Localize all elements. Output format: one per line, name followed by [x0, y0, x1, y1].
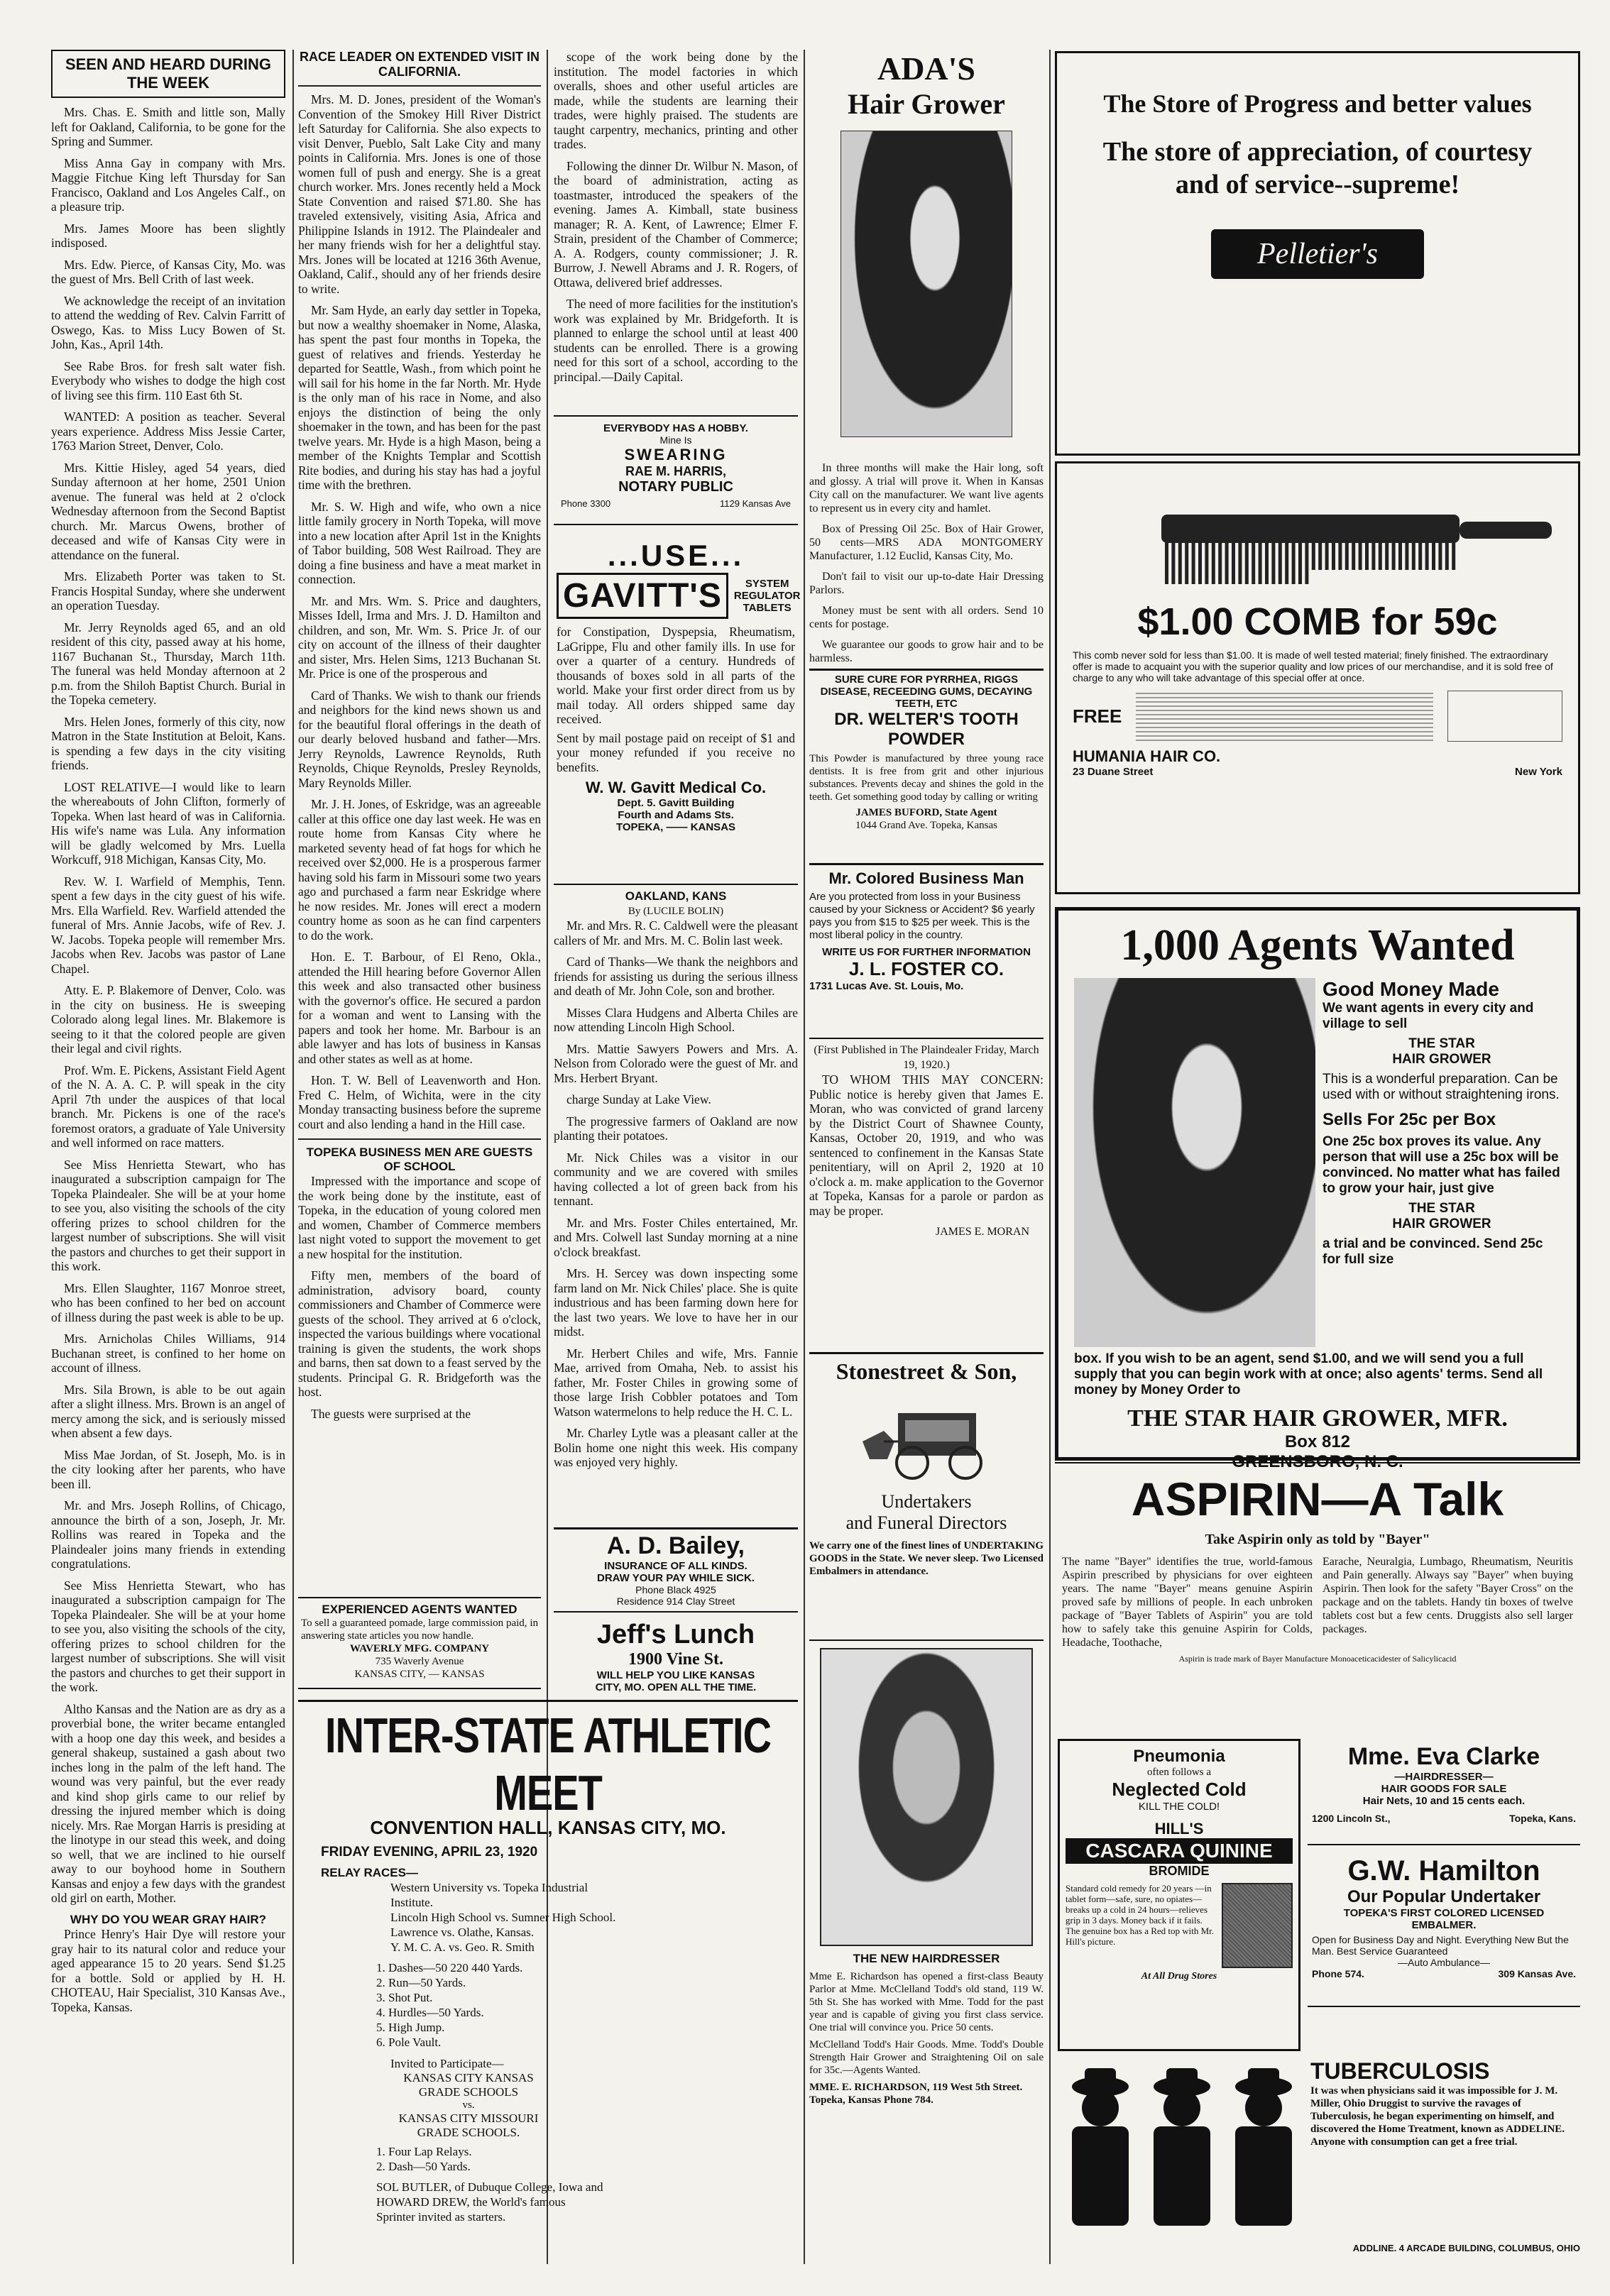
hairdresser-text-2: McClelland Todd's Hair Goods. Mme. Todd's Double Strength Hair Grower and Straightening Oil on sale for 35c.—Agents Wanted.: [809, 2039, 1044, 2076]
ham-l3: —Auto Ambulance—: [1398, 1957, 1490, 1968]
news-item: Mrs. Elizabeth Porter was taken to St. Francis Hospital Sunday, where she underwent an operation Tuesday.: [51, 569, 285, 613]
gavitt-ad: [554, 536, 801, 869]
colored-business-man-ad: [809, 863, 1044, 1033]
notary-name: RAE M. HARRIS,: [625, 464, 726, 478]
news-item: Mrs. M. D. Jones, president of the Woman's Convention of the Smokey Hill River District left Saturday for California. She also expects to visit Denver, Pueblo, Salt Lake City and many points in California. Mrs. Jones is one of those women full of push and energy. She is a great church worker. Mrs. Jones recently held a Mock State Convention and raised $71.80. She has traveled extensively, visiting Asia, Africa and Philippine Islands in 1912. The Plaindealer and her many friends wish for her a delightful stay. Mrs. Jones will be located at 1216 36th Avenue, Oakland, Calif., should any of her friends desire to write.: [298, 92, 541, 296]
store-line-1: The Store of Progress and better values: [1103, 89, 1532, 118]
meet-venue: CONVENTION HALL, KANSAS CITY, MO.: [370, 1817, 726, 1838]
stone-title: Stonestreet & Son,: [836, 1358, 1017, 1384]
news-item: Mrs. Mattie Sawyers Powers and Mrs. A. Nelson from Colorado were the guest of Mr. and Mrs. Herbert Bryant.: [554, 1041, 798, 1085]
meet-schools-1: KANSAS CITY KANSAS GRADE SCHOOLS: [403, 2071, 534, 2099]
ada-subtitle: Hair Grower: [848, 88, 1005, 120]
news-item: Atty. E. P. Blakemore of Denver, Colo. was in the city on business. He is sweeping Colorado along legal lines. Mr. Blakemore is seeing to it that the colored people are given their legal and civil rights.: [51, 983, 285, 1055]
agents-ad-company: WAVERLY MFG. COMPANY: [349, 1643, 490, 1654]
news-item: Card of Thanks. We wish to thank our friends and neighbors for the kind news shown us and for the beautiful floral offerings in the death of our dearly beloved husband and father—Mrs. Jerry Reynolds, Lawrence Reynolds, Ruth Reynolds, Chique Reynolds, Presley Reynolds, Mary Reynolds Miller.: [298, 688, 541, 790]
news-item: See Miss Henrietta Stewart, who has inaugurated a subscription campaign for The Topeka Plaindealer. She will be at your home to see you, also visiting the schools of the city offering prizes to school children for the largest number of subscriptions. She will visit the pastors and churches to get their support in this work.: [51, 1157, 285, 1273]
eva-l1: —HAIRDRESSER—: [1394, 1771, 1494, 1783]
oakland-articles: [554, 918, 798, 1470]
gavitt-addr: Fourth and Adams Sts.: [618, 809, 734, 821]
news-item: Mrs. Ellen Slaughter, 1167 Monroe street, who has been confined to her bed on account of illness during the past week is able to be up.: [51, 1280, 285, 1324]
event-item: 2. Run—50 Yards.: [376, 1976, 466, 1989]
welter-text: This Powder is manufactured by three young race dentists. It is free from grit and other injurious substances. Prevents decay and shines the gold in the teeth. Get something good today by calling or writing: [809, 753, 1044, 803]
aspirin-title: ASPIRIN—A Talk: [1131, 1473, 1504, 1525]
news-item: Mr. J. H. Jones, of Eskridge, was an agreeable caller at this office one day last week. He was en route home from Kansas City where he marketed seventy head of fat hogs for which he received over $2,000. He is a prosperous farmer having sold his farm in Missouri some two years ago and purchased a farm near Eskridge where he now resides. Mr. Jones will erect a modern country home as soon as he can find carpenters to do the work.: [298, 797, 541, 943]
notary-hobby: EVERYBODY HAS A HOBBY.: [603, 422, 748, 434]
eva-l2: HAIR GOODS FOR SALE: [1381, 1783, 1507, 1795]
ada-text-block: [809, 461, 1044, 667]
comb-coupon-image: [1136, 691, 1433, 741]
ham-addr: 309 Kansas Ave.: [1498, 1968, 1576, 1979]
oakland-heading: OAKLAND, KANS: [625, 889, 727, 903]
agents-ad-text: To sell a guaranteed pomade, large commission paid, in answering state articles you now handle.: [301, 1617, 538, 1642]
news-item: See Miss Henrietta Stewart, who has inaugurated a subscription campaign for The Topeka Plaindealer. She will be at your home to see you, also visiting the schools of the city, offering prizes to school children for the largest number of subscriptions. She will visit the pastors and churches to get their support in the work.: [51, 1578, 285, 1694]
notary-phone: Phone 3300: [561, 498, 611, 509]
ham-sub: Our Popular Undertaker: [1347, 1887, 1541, 1906]
news-item: We acknowledge the receipt of an invitation to attend the wedding of Rev. Calvin Farritt of Oswego, Kas. to Miss Lucy Bowen of St. John, Kas., April 14th.: [51, 293, 285, 351]
race-leader-heading: RACE LEADER ON EXTENDED VISIT IN CALIFORNIA.: [299, 50, 540, 79]
event-item: 4. Hurdles—50 Yards.: [376, 2006, 484, 2019]
bailey-l2: DRAW YOUR PAY WHILE SICK.: [597, 1572, 755, 1584]
gavitt-text2: Sent by mail postage paid on receipt of $1 and your money refunded if you receive no benefits.: [557, 730, 795, 774]
tb-title: TUBERCULOSIS: [1310, 2058, 1490, 2084]
column-rule: [804, 50, 805, 2264]
pneu-l1: Pneumonia: [1133, 1747, 1225, 1766]
colored-title: Mr. Colored Business Man: [828, 869, 1024, 887]
news-item: The need of more facilities for the institution's work was explained by Mr. Bridgeforth. It is planned to enlarge the school until at least 400 students can be enrolled. There is a growing need for this sort of a school, according to the principal.—Daily Capital.: [554, 297, 798, 384]
news-item: Hon. E. T. Barbour, of El Reno, Okla., attended the Hill hearing before Governor Allen this week and also transacted other business with the governor's office. He secured a pardon for a woman and went to Lansing with the papers and took her home. Mr. Barbour is an able lawyer and has lots of business in Kansas and other states as well as at home.: [298, 950, 541, 1066]
welter-top: SURE CURE FOR PYRRHEA, RIGGS DISEASE, RECEEDING GUMS, DECAYING TEETH, ETC: [820, 674, 1033, 710]
store-line-2: The store of appreciation, of courtesy and of service--supreme!: [1102, 137, 1533, 199]
relay-item: Lawrence vs. Olathe, Kansas.: [390, 1926, 535, 1939]
stone-text: We carry one of the finest lines of UNDERTAKING GOODS in the State. We never sleep. Two Licensed Embalmers in attendance.: [809, 1540, 1044, 1577]
pneu-l2: often follows a: [1147, 1767, 1211, 1778]
hair-dye-text: Prince Henry's Hair Dye will restore your gray hair to its natural color and reduce your aged appearance 15 to 20 years. Send $1.25 for a bottle. Sold or applied by H. H. CHOTEAU, Hair Specialist, 310 Kansas Ave., Topeka, Kansas.: [51, 1927, 285, 2014]
news-item: Card of Thanks—We thank the neighbors and friends for assisting us during the serious illness and death of Mr. John Cole, son and brother.: [554, 955, 798, 998]
event-item: 6. Pole Vault.: [376, 2036, 442, 2049]
tb-foot: ADDLINE. 4 ARCADE BUILDING, COLUMBUS, OHIO: [1352, 2243, 1580, 2253]
meet-events: [376, 1960, 791, 2050]
agents-ad-address: 735 Waverly Avenue: [375, 1656, 464, 1667]
meet-title: INTER-STATE ATHLETIC MEET: [324, 1707, 772, 1820]
hamilton-undertaker-ad: [1308, 1851, 1580, 2007]
pneu-l4: KILL THE COLD!: [1138, 1801, 1220, 1813]
event-item: 1. Dashes—50 220 440 Yards.: [376, 1961, 523, 1974]
eva-clarke-ad: [1308, 1739, 1580, 1845]
event-item: 3. Shot Put.: [376, 1991, 433, 2004]
agents-box: Box 812: [1284, 1432, 1351, 1451]
jeffs-l2: CITY, MO. OPEN ALL THE TIME.: [595, 1681, 757, 1693]
news-item: Mr. and Mrs. Foster Chiles entertained, Mr. and Mrs. Colwell last Sunday morning at a nine o'clock breakfast.: [554, 1215, 798, 1259]
col1-articles: [51, 105, 285, 1906]
ada-title: ADA'S: [877, 50, 976, 87]
news-item: Mr. Herbert Chiles and wife, Mrs. Fannie Mae, arrived from Omaha, Neb. to assist his father, Mr. Foster Chiles in growing some of those large Irish Cobbler potatoes and Tom Watson watermelons to help reduce the H. C. L.: [554, 1346, 798, 1419]
new-hairdresser-ad: [809, 1639, 1044, 2261]
jeffs-addr: 1900 Vine St.: [628, 1650, 723, 1669]
ham-phone: Phone 574.: [1312, 1968, 1364, 1979]
divider: [298, 85, 541, 87]
star-portrait-image: [1074, 978, 1315, 1347]
ada-text-2: Box of Pressing Oil 25c. Box of Hair Grower, 50 cents—MRS ADA MONTGOMERY Manufacturer, 1.12 Euclid, Kansas City, Mo.: [809, 523, 1044, 562]
comb-image: [1076, 500, 1559, 593]
ada-text-4: Money must be sent with all orders. Send 10 cents for postage.: [809, 605, 1044, 630]
news-item: Mrs. Edw. Pierce, of Kansas City, Mo. was the guest of Mrs. Bell Crith of last week.: [51, 257, 285, 286]
agents-city: GREENSBORO, N. C.: [1232, 1452, 1403, 1471]
notary-contact: [554, 495, 798, 512]
eva-city: Topeka, Kans.: [1509, 1813, 1576, 1824]
comb-city: New York: [1515, 766, 1562, 778]
agents-proof: One 25c box proves its value. Any person that will use a 25c box will be convinced. No matter what has failed to grow your hair, just give: [1322, 1134, 1560, 1196]
agents-prod-4: HAIR GROWER: [1392, 1216, 1491, 1231]
news-item: Miss Mae Jordan, of St. Joseph, Mo. is in the city looking after her parents, who have been ill.: [51, 1447, 285, 1491]
gavitt-sub: SYSTEM REGULATOR TABLETS: [733, 578, 801, 614]
oakland-news: [554, 884, 798, 1519]
ham-l2: Open for Business Day and Night. Everything New But the Man. Best Service Guaranteed: [1312, 1934, 1569, 1957]
column-1: [51, 50, 285, 2271]
divider: [298, 1138, 541, 1140]
news-item: Misses Clara Hudgens and Alberta Chiles are now attending Lincoln High School.: [554, 1005, 798, 1034]
colored-company: J. L. FOSTER CO.: [848, 958, 1004, 979]
news-item: Mr. S. W. High and wife, who own a nice little family grocery in North Topeka, will move into a new location after April 1st in the Knights of Tabor building, 508 West Railroad. They are doing a fine business and have a meat market in connection.: [298, 499, 541, 586]
gavitt-company: W. W. Gavitt Medical Co.: [585, 779, 767, 796]
welter-title: DR. WELTER'S TOOTH POWDER: [834, 710, 1019, 749]
pneu-brand-1: HILL'S: [1154, 1820, 1204, 1838]
jeffs-name: Jeff's Lunch: [596, 1620, 755, 1649]
bailey-ad: [554, 1527, 798, 1613]
gavitt-text: for Constipation, Dyspepsia, Rheumatism, LaGrippe, Flu and other family ills. In use for over a quarter of a century. Hundreds of thousands of boxes sold in all parts of the world. Make your first order direct from us by mail today. All orders shipped same day received.: [557, 625, 795, 726]
relay-item: Western University vs. Topeka Industrial Institute.: [390, 1881, 588, 1909]
news-item: Mrs. Sila Brown, is able to be out again after a slight illness. Mrs. Brown is an angel of mercy among the sick, and is seriously missed when absent a few days.: [51, 1382, 285, 1440]
oakland-byline: By (LUCILE BOLIN): [628, 905, 724, 917]
welter-addr: 1044 Grand Ave. Topeka, Kansas: [855, 820, 998, 831]
news-item: Following the dinner Dr. Wilbur N. Mason, of the board of administration, acting as toastmaster, introduced the speakers of the evening. James A. Kimball, state business manager; R. A. Kent, of Lawrence; Elmer F. Strain, president of the Chamber of Commerce; A. A. Rodgers, county commissioner; J. R. Burrow, J. Newell Abrams and J. R. Rogers, of Ottawa, delivered brief addresses.: [554, 158, 798, 290]
notary-title: NOTARY PUBLIC: [618, 479, 733, 495]
colored-addr: 1731 Lucas Ave. St. Louis, Mo.: [809, 980, 964, 992]
news-item: Hon. T. W. Bell of Leavenworth and Hon. Fred C. Helm, of Wichita, were in the city Monday transacting business before the supreme court and also lending a hand in the Hill case.: [298, 1073, 541, 1131]
stonestreet-ad: [809, 1352, 1044, 1632]
tuberculosis-ad: [1058, 2058, 1580, 2261]
news-item: See Rabe Bros. for fresh salt water fish. Everybody who wishes to dodge the high cost of living see this firm. 110 East 6th St.: [51, 358, 285, 402]
tb-men-figures-image: [1058, 2058, 1306, 2243]
meet-relay-heading: RELAY RACES—: [321, 1866, 418, 1879]
col2-sub-articles: [298, 1174, 541, 1421]
agents-prod-3: THE STAR: [1408, 1201, 1475, 1216]
agents-money: Good Money Made: [1322, 978, 1499, 1000]
news-item: Mrs. Kittie Hisley, aged 54 years, died Sunday afternoon at her home, 2501 Union avenue. The funeral was held at 2 o'clock Wednesday afternoon from the Second Baptist church. Mr. Marcus Owens, brother of deceased and wife of Kansas City were in attendance on the funeral.: [51, 460, 285, 562]
aspirin-ad: [1055, 1462, 1580, 1732]
welter-agent: JAMES BUFORD, State Agent: [855, 807, 997, 818]
adas-hair-grower-ad: [809, 50, 1044, 447]
pelletiers-logo: [1211, 229, 1424, 279]
hairdresser-text: Mme E. Richardson has opened a first-class Beauty Parlor at Mme. McClelland Todd's old stand, 119 W. 5th St. She has worked with Mme. Todd for the past year and is capable of giving you first class service. One trial will convince you. Price 50 cents.: [809, 1971, 1044, 2033]
agents-bottom: box. If you wish to be an agent, send $1.00, and we will send you a full supply that you can begin work with at once; also agents' terms. Send all money by Money Order to: [1074, 1351, 1543, 1397]
jeffs-lunch-ad: [554, 1618, 798, 1696]
comb-price: $1.00 COMB for 59c: [1137, 600, 1498, 643]
eva-name: Mme. Eva Clarke: [1347, 1743, 1540, 1770]
bailey-l3: Phone Black 4925: [635, 1584, 716, 1595]
news-item: Mr. Jerry Reynolds aged 65, and an old resident of this city, passed away at his home, 1167 Buchanan St., Thursday, March 11th. The funeral was held Monday afternoon at 2 p.m. from the Shiloh Baptist Church. Burial in the Topeka cemetery.: [51, 620, 285, 707]
comb-company: HUMANIA HAIR CO.: [1073, 747, 1221, 765]
pneu-brand-2: CASCARA QUININE: [1066, 1838, 1293, 1864]
agents-prod-2: HAIR GROWER: [1392, 1052, 1491, 1067]
notary-address: 1129 Kansas Ave: [720, 498, 791, 509]
agents-trial: a trial and be convinced. Send 25c for full size: [1322, 1236, 1543, 1267]
welter-tooth-powder-ad: [809, 669, 1044, 860]
agents-company: THE STAR HAIR GROWER, MFR.: [1127, 1405, 1508, 1432]
aspirin-right-text: Earache, Neuralgia, Lumbago, Rheumatism, Neuritis and Pain generally. Always say "Bayer" when buying Aspirin. Then look for the safety "Bayer Cross" on the package and on the tablets. Handy tin boxes of twelve tablets cost but a few cents. Druggists also sell larger packages.: [1322, 1556, 1573, 1635]
legal-text: TO WHOM THIS MAY CONCERN: Public notice is hereby given that James E. Moran, who was convicted of grand larceny by the District Court of Shawnee County, Kansas, October 20, 1919, and who was sentenced to confinement in the Kansas State penitentiary, will on April 2, 1920 at 10 o'clock a. m. make application to the Governor at Topeka, Kansas for a parole or pardon as may be proper.: [809, 1072, 1044, 1218]
gavitt-dept: Dept. 5. Gavitt Building: [617, 797, 735, 809]
news-item: Mrs. Helen Jones, formerly of this city, now Matron in the State Institution at Beloit, Kans. is spending a few days in the city visiting friends.: [51, 714, 285, 772]
pneumonia-ad: [1058, 1739, 1300, 2051]
gavitt-use: ...USE...: [607, 539, 745, 572]
meet-vs: vs.: [462, 2099, 475, 2111]
agents-ad-heading: EXPERIENCED AGENTS WANTED: [322, 1603, 518, 1616]
news-item: WANTED: A position as teacher. Several years experience. Address Miss Jessie Carter, 1763 Marion Street, Denver, Colo.: [51, 410, 285, 453]
news-item: Mr. Charley Lytle was a pleasant caller at the Bolin home one night this week. His company was enjoyed very highly.: [554, 1426, 798, 1469]
eva-addr: 1200 Lincoln St.,: [1312, 1813, 1391, 1824]
news-item: charge Sunday at Lake View.: [566, 1092, 711, 1106]
ada-portrait-image: [840, 131, 1012, 437]
meet-relays: [390, 1880, 618, 1955]
news-item: Prof. Wm. E. Pickens, Assistant Field Agent of the N. A. A. C. P. will speak in the city April 7th under the auspices of that local branch. Mr. Pickens is one of the race's foremost orators, a graduate of Yale University and well informed on race matters.: [51, 1062, 285, 1150]
news-item: Impressed with the importance and scope of the work being done by the institute, east of Topeka, in the education of young colored men and women, Chamber of Commerce members last night voted to support the movement to get a new hospital for the institution.: [298, 1174, 541, 1261]
news-item: LOST RELATIVE—I would like to learn the whereabouts of John Clifton, formerly of Topeka. When last heard of was in California. His wife's name was Lula. Any information will be gladly welcomed by Mrs. Luella Workcuff, 918 Michigan, Kansas City, Mo.: [51, 779, 285, 867]
comb-address: 23 Duane Street: [1073, 766, 1154, 778]
bailey-l4: Residence 914 Clay Street: [616, 1595, 735, 1607]
pneu-l3: Neglected Cold: [1112, 1779, 1247, 1800]
news-item: Mr. Nick Chiles was a visitor in our community and we are covered with smiles having collected a lot of green back from his tennant.: [554, 1150, 798, 1208]
relay-item: Lincoln High School vs. Sumner High School.: [390, 1911, 616, 1924]
pelletiers-logo-text: Pelletier's: [1257, 238, 1378, 270]
news-item: Rev. W. I. Warfield of Memphis, Tenn. spent a few days in the city guest of his wife. Mrs. Ella Warfield. Rev. Warfield attended the funeral of Mrs. Annie Jacobs, wife of Rev. J. W. Jacobs. Topeka people will remember Mrs. Jacobs when Rev. Jacobs was pastor of Lane Chapel.: [51, 874, 285, 976]
athletic-meet-ad: [298, 1700, 798, 2261]
jeffs-l1: WILL HELP YOU LIKE KANSAS: [596, 1669, 755, 1681]
bailey-name: A. D. Bailey,: [607, 1532, 745, 1559]
gavitt-brand: GAVITT'S: [557, 573, 728, 619]
news-item: Mr. Sam Hyde, an early day settler in Topeka, but now a wealthy shoemaker in Nome, Alaska, has spent the past four months in Topeka, the guest of relatives and friends. Yesterday he departed for Seattle, Wash., from which point he will sail for his home in the far North. Mr. Hyde is the only man of his race in Nome, and also enjoys the distinction of being the only shoemaker in the town, and has been for the past twelve years. Mr. Hyde is a high Mason, being a member of the Knights Templar and Scottish Rite bodies, and during his stay has had a joyful time with the brethren.: [298, 303, 541, 492]
column-2: [298, 50, 541, 1593]
event-item: 2. Dash—50 Yards.: [376, 2160, 471, 2173]
pneu-text: Standard cold remedy for 20 years —in tablet form—safe, sure, no opiates—breaks up a cold in 24 hours—relieves grip in 3 days. Money back if it fails. The genuine box has a Red top with Mr. Hill's picture.: [1066, 1883, 1215, 1947]
ham-l1: TOPEKA'S FIRST COLORED LICENSED EMBALMER.: [1343, 1907, 1545, 1931]
legal-head: (First Published in The Plaindealer Friday, March 19, 1920.): [814, 1044, 1039, 1071]
agents-desc: This is a wonderful preparation. Can be used with or without straightening irons.: [1322, 1072, 1560, 1102]
news-item: Mrs. H. Sercey was down inspecting some farm land on Mr. Nick Chiles' place. She is quite industrious and has been farming down here for the last two years. We love to have her in our midst.: [554, 1266, 798, 1339]
hair-dye-heading: WHY DO YOU WEAR GRAY HAIR?: [70, 1912, 267, 1926]
business-men-heading: TOPEKA BUSINESS MEN ARE GUESTS OF SCHOOL: [306, 1146, 533, 1173]
news-item: Mrs. Arnicholas Chiles Williams, 914 Buchanan street, is confined to her home on account of illness.: [51, 1331, 285, 1375]
news-item: Mr. and Mrs. R. C. Caldwell were the pleasant callers of Mr. and Mrs. M. C. Bolin last week.: [554, 918, 798, 947]
event-item: 1. Four Lap Relays.: [376, 2145, 472, 2158]
agents-want: We want agents in every city and village to sell: [1322, 1001, 1534, 1031]
agents-ad-city: KANSAS CITY, — KANSAS: [354, 1669, 485, 1680]
meet-butler: SOL BUTLER, of Dubuque College, Iowa and HOWARD DREW, the World's famous Sprinter invited as starters.: [376, 2180, 603, 2224]
column-rule: [292, 50, 294, 2264]
comb-coupon-form: [1447, 691, 1562, 742]
notary-ad: [554, 415, 798, 525]
agents-wanted-ad: [298, 1597, 541, 1689]
comb-free: FREE: [1073, 705, 1122, 727]
column-rule: [1049, 50, 1051, 2264]
ham-name: G.W. Hamilton: [1347, 1855, 1540, 1886]
agents-title: 1,000 Agents Wanted: [1120, 921, 1515, 970]
meet-extra-events: [376, 2144, 791, 2174]
star-hair-grower-ad: [1055, 907, 1580, 1471]
hairdresser-sign: MME. E. RICHARDSON, 119 West 5th Street. Topeka, Kansas Phone 784.: [809, 2082, 1023, 2106]
news-item: Fifty men, members of the board of administration, advisory board, county commissioners and Chamber of Commerce were guests of the school. They arrived at 6 o'clock, inspected the various buildings where vocational training is given the students, the work shops and barns, then sat down to a feast served by the students. Principal G. R. Bridgeforth was the host.: [298, 1268, 541, 1399]
agents-sells: Sells For 25c per Box: [1322, 1110, 1496, 1129]
relay-item: Y. M. C. A. vs. Geo. R. Smith: [390, 1940, 535, 1954]
ada-text-3: Don't fail to visit our up-to-date Hair Dressing Parlors.: [809, 571, 1044, 596]
pneu-foot: At All Drug Stores: [1141, 1971, 1217, 1982]
tb-text: It was when physicians said it was impossible for J. M. Miller, Ohio Druggist to survive the ravages of Tuberculosis, he began experimenting on himself, and discovered the Home Treatment, known as ADDELINE. Anyone with consumption can get a free trial.: [1310, 2085, 1565, 2148]
seen-heard-heading: SEEN AND HEARD DURING THE WEEK: [65, 55, 272, 92]
bailey-l1: INSURANCE OF ALL KINDS.: [604, 1560, 748, 1572]
aspirin-footnote: Aspirin is trade mark of Bayer Manufacture Monoaceticacidester of Salicylicacid: [1178, 1654, 1457, 1664]
column-3-top: [554, 50, 798, 384]
news-item: The progressive farmers of Oakland are now planting their potatoes.: [554, 1114, 798, 1143]
store-of-progress-ad: [1055, 51, 1580, 456]
aspirin-subtitle: Take Aspirin only as told by "Bayer": [1205, 1532, 1430, 1547]
notary-mine: Mine Is: [659, 434, 692, 446]
seen-heard-heading-box: [51, 50, 285, 98]
hairdresser-caption: THE NEW HAIRDRESSER: [853, 1952, 1000, 1965]
notary-swearing: SWEARING: [624, 446, 728, 463]
comb-offer-ad: [1055, 461, 1580, 894]
news-item: Miss Anna Gay in company with Mrs. Maggie Fitchue King left Thursday for San Francisco, Oakland and Los Angeles Calf., on a pleasure trip.: [51, 155, 285, 214]
news-item: Mr. and Mrs. Joseph Rollins, of Chicago, announce the birth of a son, Joseph, Jr. Mr. Rollins was reared in Topeka and the Plaindealer joins many friends in extending congratulations.: [51, 1498, 285, 1571]
event-item: 5. High Jump.: [376, 2021, 445, 2034]
ada-text-5: We guarantee our goods to grow hair and to be harmless.: [809, 639, 1044, 664]
eva-l3: Hair Nets, 10 and 15 cents each.: [1362, 1795, 1526, 1807]
meet-date: FRIDAY EVENING, APRIL 23, 1920: [321, 1845, 538, 1860]
news-item: Mrs. Chas. E. Smith and little son, Mally left for Oakland, California, to be gone for the Spring and Summer.: [51, 105, 285, 148]
hearse-carriage-image: [855, 1392, 997, 1484]
legal-notice: [809, 1038, 1044, 1350]
news-item: Altho Kansas and the Nation are as dry as a proverbial bone, the writer became entangled with a hoop one day this week, and besides a general shakeup, sustained a gash about two inches long in the palm of the left hand. The wound was very painful, but the ever ready and kind shop girls came to our relief by dressing the injured member which is doing nicely. Mrs. Rae Morgan Harris is presiding at the linotype in our stead this week, and doing so well, that we are inclined to hie ourself away to our boyhood home in Southern Kansas and enjoy a few days with the grandest old girl on earth, Mother.: [51, 1701, 285, 1905]
news-item: Mrs. James Moore has been slightly indisposed.: [51, 221, 285, 250]
legal-sign: JAMES E. MORAN: [935, 1226, 1029, 1238]
meet-invited: Invited to Participate—: [390, 2057, 504, 2070]
news-item: The guests were surprised at the: [311, 1406, 471, 1421]
col3-articles: [554, 50, 798, 384]
agents-prod-1: THE STAR: [1408, 1036, 1475, 1051]
comb-text: This comb never sold for less than $1.00. It is made of well tested material; finely finished. The extraordinary offer is made to acquaint you with the superior quality and low prices of our merchandise, and it is sold free of charge to any who will take advantage of this special offer at once.: [1073, 649, 1553, 683]
ada-text: In three months will make the Hair long, soft and glossy. A trial will prove it. When in Kansas City call on the manufacturer. We want live agents to represent us in every city and hamlet.: [809, 462, 1044, 515]
aspirin-left-text: The name "Bayer" identifies the true, world-famous Aspirin prescribed by physicians for over eighteen years. The name "Bayer" means genuine Aspirin proved safe by millions of people. In each unbroken package of "Bayer Tablets of Aspirin" you are told how to safely take this genuine Aspirin for Colds, Headache, Toothache,: [1062, 1556, 1313, 1649]
pneu-box-image: [1222, 1883, 1293, 1968]
meet-schools-2: KANSAS CITY MISSOURI GRADE SCHOOLS.: [398, 2111, 539, 2139]
news-item: Mr. and Mrs. Wm. S. Price and daughters, Misses Idell, Irma and Mrs. J. D. Hamilton and children, and son, Mr. Wm. S. Price Jr. of our city on account of the illness of their daughter and sister, Mrs. Helen Sims, 1213 Buchanan St. Mr. Price is one of the prosperous and: [298, 593, 541, 681]
pneu-brand-3: BROMIDE: [1149, 1864, 1210, 1878]
col2-articles: [298, 92, 541, 1131]
stone-sub-2: and Funeral Directors: [845, 1512, 1007, 1533]
colored-text: Are you protected from loss in your Business caused by your Sickness or Accident? $6 yearly pays you from $15 to $25 per week. This is the most liberal policy in the country.: [809, 891, 1035, 941]
gavitt-city: TOPEKA, —— KANSAS: [615, 821, 736, 833]
colored-write: WRITE US FOR FURTHER INFORMATION: [822, 946, 1031, 958]
news-item: scope of the work being done by the institution. The model factories in which overalls, shoes and other useful articles are made, while the students are learning their trades, were highly praised. The students are taught carpentry, mechanics, printing and other trades.: [554, 50, 798, 151]
stone-sub-1: Undertakers: [881, 1491, 972, 1512]
hairdresser-photo: [820, 1648, 1033, 1946]
